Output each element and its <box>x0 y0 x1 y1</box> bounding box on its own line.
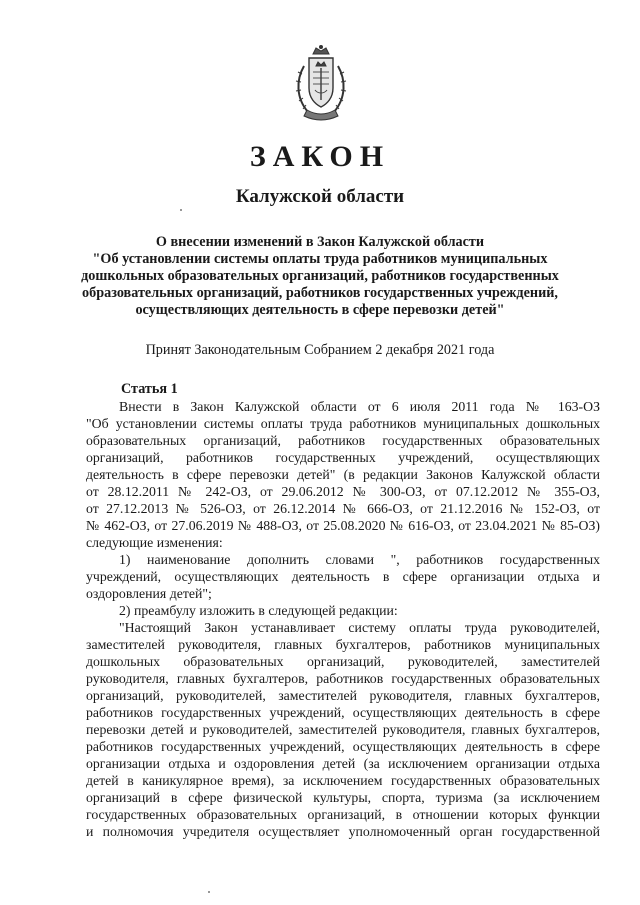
body-line: "Об установлении системы оплаты труда работников муниципальных дошкольных <box>86 416 600 431</box>
body-line: организаций, руководителей, заместителей руководителя, главных бухгалтеров, <box>86 688 600 703</box>
body-line: перевозки детей и руководителей, заместителей руководителя, главных бухгалтеров, <box>86 722 600 737</box>
region-name: Калужской области <box>235 186 405 207</box>
body-line: государственных образовательных организаций, в отношении которых функции <box>86 807 600 822</box>
body-line: от 27.12.2013 № 526-ОЗ, от 26.12.2014 № 666-ОЗ, от 21.12.2016 № 152-ОЗ, от <box>86 501 600 516</box>
law-heading <box>60 234 580 319</box>
heading-line: образовательных организаций, работников государственных учреждений, <box>82 285 558 301</box>
law-title: ЗАКОН <box>249 140 391 173</box>
body-line: "Настоящий Закон устанавливает систему оплаты труда руководителей, <box>119 620 600 635</box>
body-line: и полномочия учредителя осуществляет уполномоченный орган государственной <box>86 824 600 839</box>
body-line: организаций в сфере физической культуры, спорта, туризма (за исключением <box>86 790 600 805</box>
body-line: заместителей руководителя, главных бухгалтеров, работников муниципальных <box>86 637 600 652</box>
coat-of-arms-emblem <box>294 44 348 124</box>
heading-line: осуществляющих деятельность в сфере перевозки детей" <box>135 302 505 318</box>
body-line: работников государственных учреждений, осуществляющих деятельность в сфере <box>86 739 600 754</box>
body-line: оздоровления детей"; <box>86 586 212 601</box>
heading-line: дошкольных образовательных организаций, работников государственных <box>81 268 559 284</box>
body-line: организации отдыха и оздоровления детей (за исключением организации отдыха <box>86 756 600 771</box>
scan-speck <box>208 891 210 893</box>
body-line: организаций, работников государственных учреждений, осуществляющих <box>86 450 600 465</box>
body-line: 1) наименование дополнить словами ", работников государственных <box>119 552 600 567</box>
body-line: Внести в Закон Калужской области от 6 июля 2011 года № 163-ОЗ <box>119 399 600 414</box>
body-line: № 462-ОЗ, от 27.06.2019 № 488-ОЗ, от 25.08.2020 № 616-ОЗ, от 23.04.2021 № 85-ОЗ) <box>86 518 600 533</box>
body-line: учреждений, осуществляющих деятельность в сфере организации отдыха и <box>86 569 600 584</box>
body-line: образовательных организаций, работников государственных образовательных <box>86 433 600 448</box>
article-body <box>86 398 600 840</box>
heading-line: "Об установлении системы оплаты труда работников муниципальных <box>92 251 548 267</box>
body-line: дошкольных образовательных организаций, руководителей, заместителей <box>86 654 600 669</box>
body-line: работников государственных учреждений, осуществляющих деятельность в сфере <box>86 705 600 720</box>
body-line: 2) преамбулу изложить в следующей редакции: <box>119 603 398 618</box>
body-line: от 28.12.2011 № 242-ОЗ, от 29.06.2012 № 300-ОЗ, от 07.12.2012 № 355-ОЗ, <box>86 484 600 499</box>
article-title: Статья 1 <box>121 381 178 397</box>
adoption-line: Принят Законодательным Собранием 2 декабря 2021 года <box>145 342 495 358</box>
heading-line: О внесении изменений в Закон Калужской области <box>155 234 485 250</box>
scan-speck <box>180 209 182 211</box>
body-line: следующие изменения: <box>86 535 223 550</box>
body-line: детей в каникулярное время), за исключением государственных образовательных <box>86 773 600 788</box>
body-line: руководителя, главных бухгалтеров, работников государственных образовательных <box>86 671 600 686</box>
body-line: деятельность в сфере перевозки детей" (в редакции Законов Калужской области <box>86 467 600 482</box>
